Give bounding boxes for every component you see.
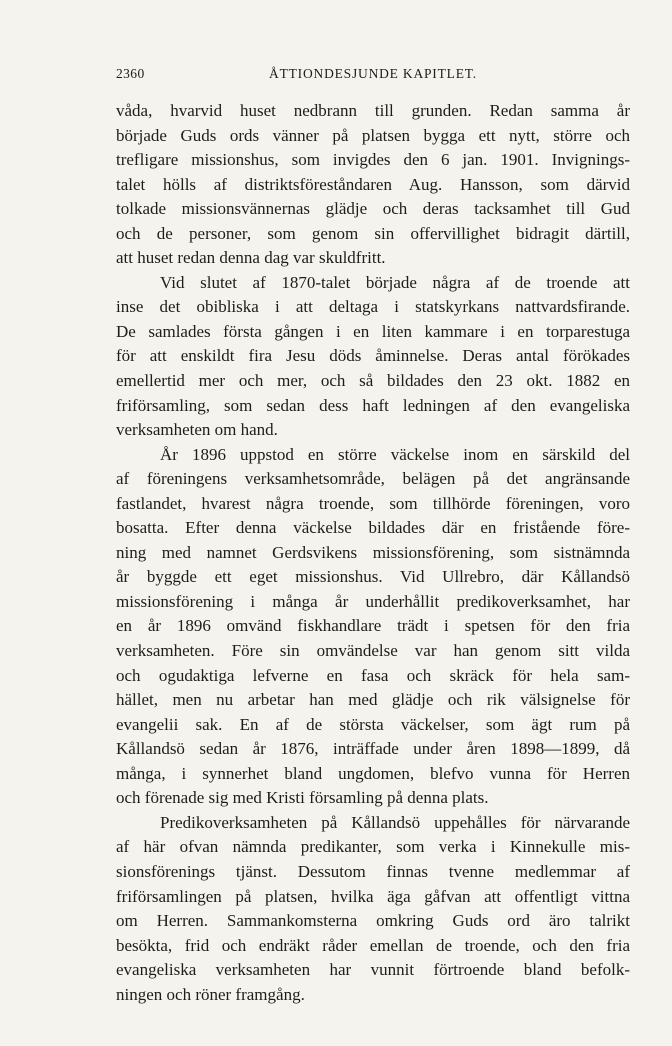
- text-line: en år 1896 omvänd fiskhandlare trädt i spetsen för den fria: [116, 616, 630, 636]
- text-line: tolkade missionsvännernas glädje och deras tacksamhet till Gud: [116, 199, 630, 219]
- text-line: verksamheten. Före sin omvändelse var han genom sitt vilda: [116, 641, 630, 661]
- text-line: och förenade sig med Kristi församling på denna plats.: [116, 788, 489, 808]
- text-line: och de personer, som genom sin offervillighet bidragit därtill,: [116, 223, 630, 243]
- body-text: [116, 99, 630, 1007]
- page-number: 2360: [116, 66, 145, 81]
- text-line: evangeliska verksamheten har vunnit förtroende bland befolk-: [116, 960, 630, 980]
- text-line: inse det obibliska i att deltaga i statskyrkans nattvardsfirande.: [116, 297, 630, 317]
- text-line: trefligare missionshus, som invigdes den 6 jan. 1901. Invignings-: [116, 150, 630, 170]
- text-line: Vid slutet af 1870-talet började några af de troende att: [160, 272, 630, 292]
- text-line: om Herren. Sammankomsterna omkring Guds ord äro talrikt: [116, 911, 630, 931]
- text-line: Predikoverksamheten på Kållandsö uppehålles för närvarande: [160, 812, 630, 832]
- text-line: friförsamling, som sedan dess haft ledningen af den evangeliska: [116, 395, 630, 415]
- text-line: De samlades första gången i en liten kammare i en torparestuga: [116, 321, 630, 341]
- text-line: att huset redan denna dag var skuldfritt.: [116, 248, 386, 268]
- text-line: för att enskildt fira Jesu döds åminnelse. Deras antal förökades: [116, 346, 630, 366]
- text-line: verksamheten om hand.: [116, 420, 278, 440]
- text-line: ningen och röner framgång.: [116, 984, 305, 1004]
- text-line: fastlandet, hvarest några troende, som tillhörde föreningen, voro: [116, 493, 630, 513]
- text-line: af föreningens verksamhetsområde, belägen på det angränsande: [116, 469, 630, 489]
- text-line: friförsamlingen på platsen, hvilka äga gåfvan att offentligt vittna: [116, 886, 630, 906]
- text-line: emellertid mer och mer, och så bildades den 23 okt. 1882 en: [116, 371, 630, 391]
- text-line: började Guds ords vänner på platsen bygga ett nytt, större och: [116, 125, 630, 145]
- text-line: våda, hvarvid huset nedbrann till grunden. Redan samma år: [116, 101, 630, 120]
- text-line: evangelii sak. En af de största väckelser, som ägt rum på: [116, 714, 630, 734]
- running-title: ÅTTIONDESJUNDE KAPITLET.: [269, 66, 477, 81]
- page-header: [116, 66, 630, 88]
- text-line: ning med namnet Gerdsvikens missionsförening, som sistnämnda: [116, 542, 630, 562]
- text-line: missionsförening i många år underhållit predikoverksamhet, har: [116, 591, 630, 611]
- text-line: hället, men nu arbetar han med glädje och rik välsignelse för: [116, 690, 630, 710]
- text-line: besökta, frid och endräkt råder emellan de troende, och den fria: [116, 935, 630, 955]
- text-line: af här ofvan nämnda predikanter, som verka i Kinnekulle mis-: [116, 837, 630, 857]
- text-line: talet hölls af distriktsföreståndaren Aug. Hansson, som därvid: [116, 174, 630, 194]
- text-line: år byggde ett eget missionshus. Vid Ullrebro, där Kållandsö: [116, 567, 630, 587]
- text-line: bosatta. Efter denna väckelse bildades där en fristående före-: [116, 518, 630, 538]
- text-line: sionsförenings tjänst. Dessutom finnas tvenne medlemmar af: [116, 861, 630, 881]
- text-line: många, i synnerhet bland ungdomen, blefvo vunna för Herren: [116, 763, 630, 783]
- text-line: och ogudaktiga lefverne en fasa och skräck för hela sam-: [116, 665, 630, 685]
- text-line: Kållandsö sedan år 1876, inträffade under åren 1898—1899, då: [116, 739, 630, 759]
- text-line: År 1896 uppstod en större väckelse inom en särskild del: [160, 444, 630, 464]
